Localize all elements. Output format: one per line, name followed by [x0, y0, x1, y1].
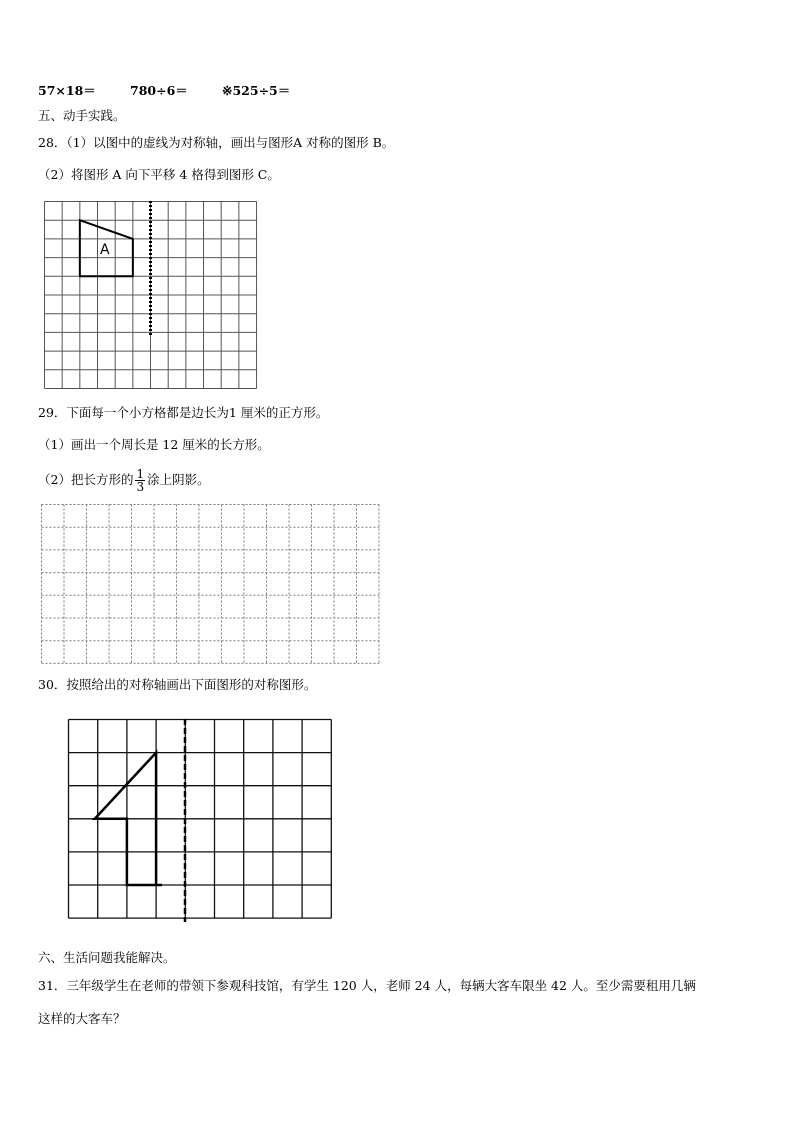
q31-line1: 31．三年级学生在老师的带领下参观科技馆，有学生 120 人，老师 24 人，每辆大客车限坐 42 人。至少需要租用几辆 [38, 978, 696, 993]
section-5-heading: 五、动手实践。 [38, 108, 126, 123]
q29-part2-post: 涂上阴影。 [147, 472, 210, 487]
shape-a-label: A [100, 242, 110, 258]
q29-line1: 29．下面每一个小方格都是边长为1 厘米的正方形。 [38, 405, 329, 420]
q29-part2 [38, 466, 210, 494]
fraction-numerator: 1 [136, 467, 145, 481]
calc-1: 57×18＝ [38, 83, 96, 98]
calc-3: ※525÷5＝ [222, 83, 291, 98]
q29-part2-pre: （2）把长方形的 [38, 472, 134, 487]
q29-part1: （1）画出一个周长是 12 厘米的长方形。 [38, 437, 270, 452]
q28-part2: （2）将图形 A 向下平移 4 格得到图形 C。 [38, 167, 280, 182]
section-6-heading: 六、生活问题我能解决。 [38, 950, 176, 965]
fraction [135, 468, 145, 493]
calc-2: 780÷6＝ [130, 83, 188, 98]
q31-line2: 这样的大客车？ [38, 1011, 126, 1026]
q28-part1: 28．（1）以图中的虚线为对称轴，画出与图形A 对称的图形 B。 [38, 135, 395, 150]
q30-line1: 30．按照给出的对称轴画出下面图形的对称图形。 [38, 677, 317, 692]
fraction-denominator: 3 [136, 480, 145, 494]
